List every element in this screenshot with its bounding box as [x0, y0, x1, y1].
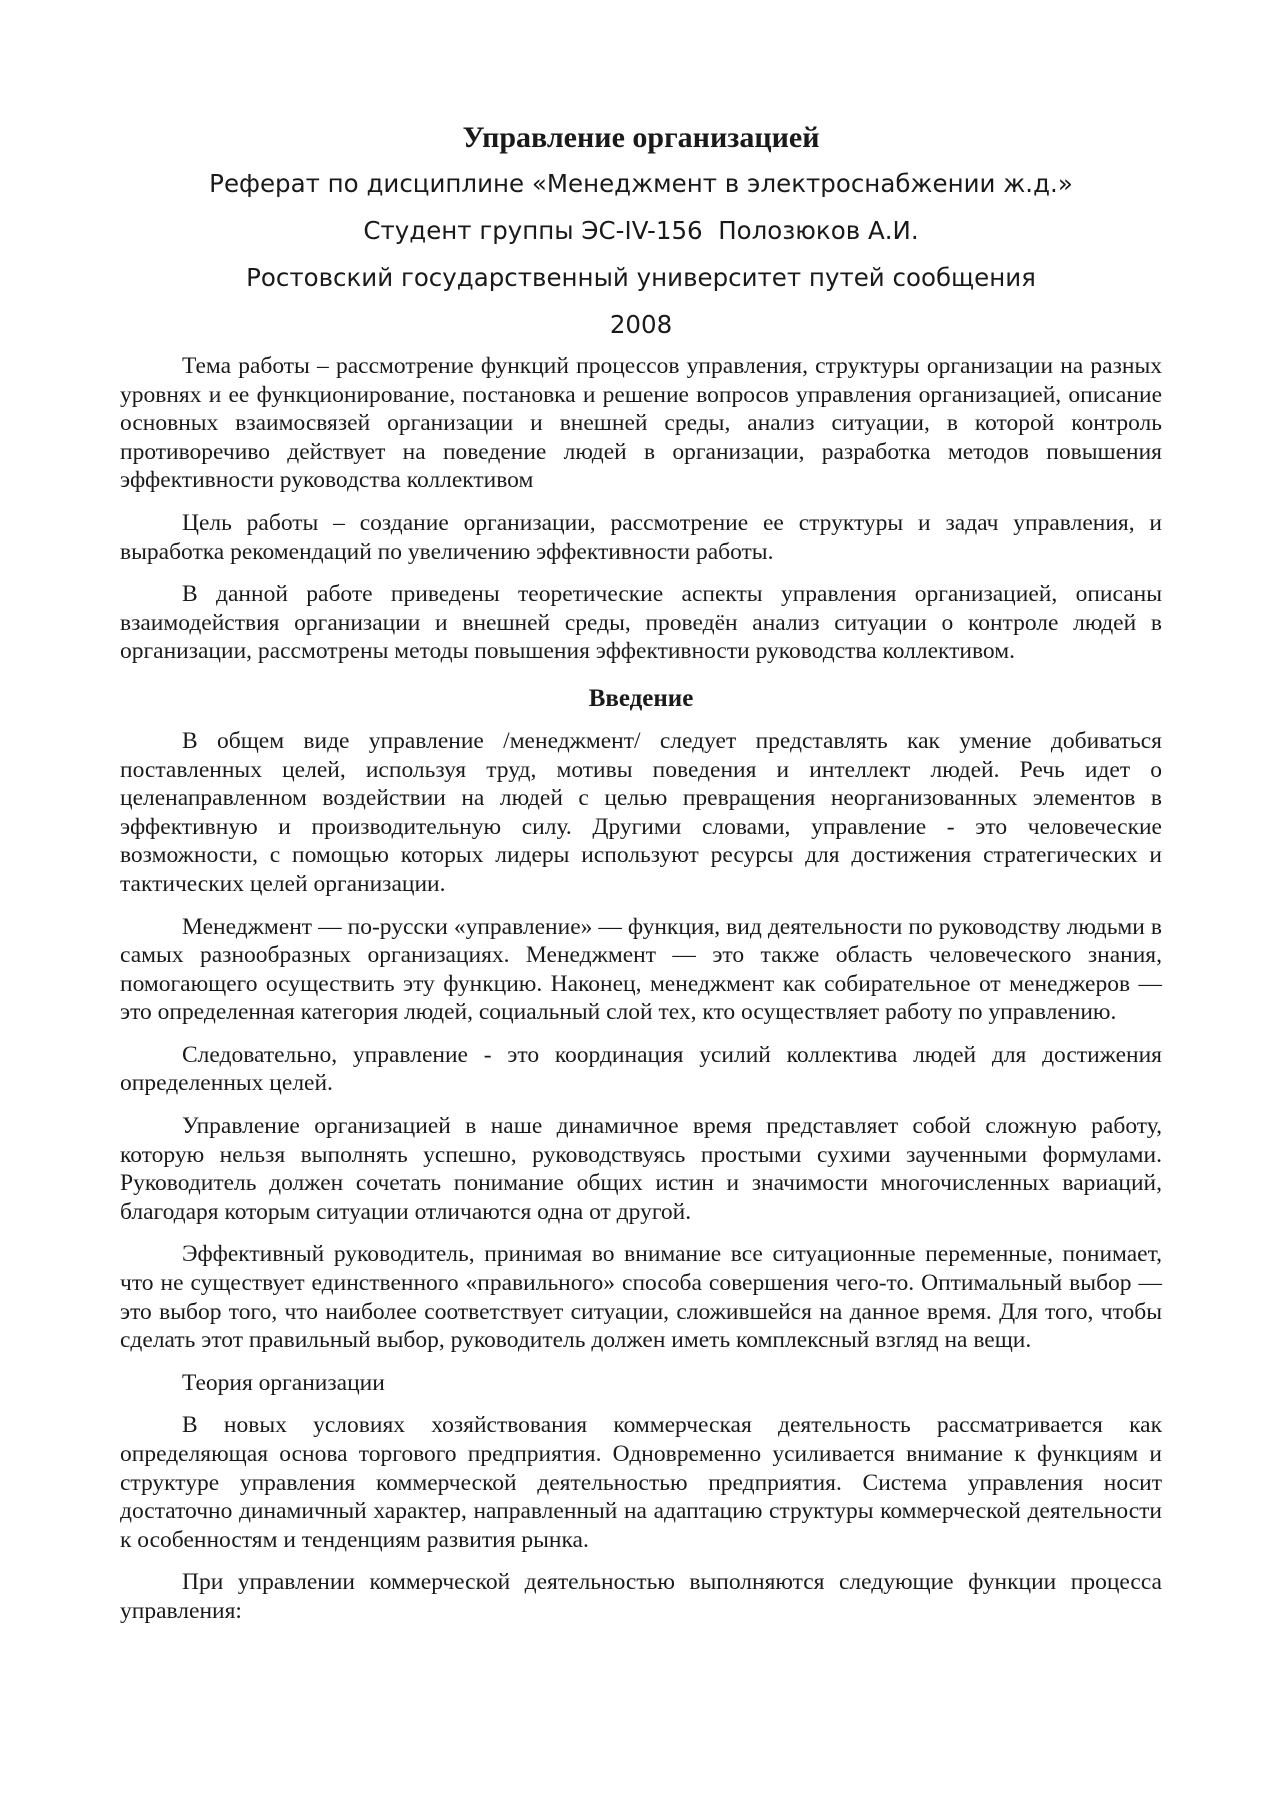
year-line: 2008	[609, 310, 673, 339]
document-title: Управление организацией	[462, 121, 820, 154]
theory-paragraph-2: При управлении коммерческой деятельностью выполняются следующие функции процесса управления:	[120, 1569, 1162, 1624]
document-body	[120, 118, 1162, 1640]
discipline-line: Реферат по дисциплине «Менеджмент в электроснабжении ж.д.»	[209, 169, 1073, 198]
intro-paragraph-3: Следовательно, управление - это координация усилий коллектива людей для достижения определенных целей.	[120, 1041, 1162, 1097]
introduction-heading: Введение	[588, 684, 694, 712]
student-line: Студент группы ЭС-IV-156 Полозюков А.И.	[363, 216, 919, 245]
intro-paragraph-5: Эффективный руководитель, принимая во внимание все ситуационные переменные, понимает, что не существует единственного «правильного» способа совершения чего-то. Оптимальный выбор — это выбор того, что наиболее соответствует ситуации, сложившейся на данное время. Для того, чтобы сделать этот правильный выбор, руководитель должен иметь комплексный взгляд на вещи.	[120, 1241, 1162, 1354]
intro-paragraph-2: Менеджмент — по-русски «управление» — функция, вид деятельности по руководству людьми в самых разнообразных организациях. Менеджмент — это также область человеческого знания, помогающего осуществить эту функцию. Наконец, менеджмент как собирательное от менеджеров — это определенная категория людей, социальный слой тех, кто осуществляет работу по управлению.	[120, 913, 1162, 1026]
summary-paragraph: В данной работе приведены теоретические аспекты управления организацией, описаны взаимодействия организации и внешней среды, проведён анализ ситуации о контроле людей в организации, рассмотрены методы повышения эффективности руководства коллективом.	[120, 581, 1162, 665]
theory-paragraph-1: В новых условиях хозяйствования коммерческая деятельность рассматривается как определяющая основа торгового предприятия. Одновременно усиливается внимание к функциям и структуре управления коммерческой деятельностью предприятия. Система управления носит достаточно динамичный характер, направленный на адаптацию структуры коммерческой деятельности к особенностям и тенденциям развития рынка.	[120, 1412, 1162, 1553]
topic-paragraph: Тема работы – рассмотрение функций процессов управления, структуры организации на разных уровнях и ее функционирование, постановка и решение вопросов управления организацией, описание основных взаимосвязей организации и внешней среды, анализ ситуации, в которой контроль противоречиво действует на поведение людей в организации, разработка методов повышения эффективности руководства коллективом	[120, 353, 1162, 494]
intro-paragraph-1: В общем виде управление /менеджмент/ следует представлять как умение добиваться поставленных целей, используя труд, мотивы поведения и интеллект людей. Речь идет о целенаправленном воздействии на людей с целью превращения неорганизованных элементов в эффективную и производительную силу. Другими словами, управление - это человеческие возможности, с помощью которых лидеры используют ресурсы для достижения стратегических и тактических целей организации.	[120, 727, 1162, 897]
university-line: Ростовский государственный университет путей сообщения	[246, 263, 1036, 292]
goal-paragraph: Цель работы – создание организации, рассмотрение ее структуры и задач управления, и выработка рекомендаций по увеличению эффективности работы.	[120, 509, 1162, 565]
intro-paragraph-4: Управление организацией в наше динамичное время представляет собой сложную работу, которую нельзя выполнять успешно, руководствуясь простыми сухими заученными формулами. Руководитель должен сочетать понимание общих истин и значимости многочисленных вариаций, благодаря которым ситуации отличаются одна от другой.	[120, 1113, 1162, 1225]
theory-heading: Теория организации	[182, 1369, 385, 1396]
